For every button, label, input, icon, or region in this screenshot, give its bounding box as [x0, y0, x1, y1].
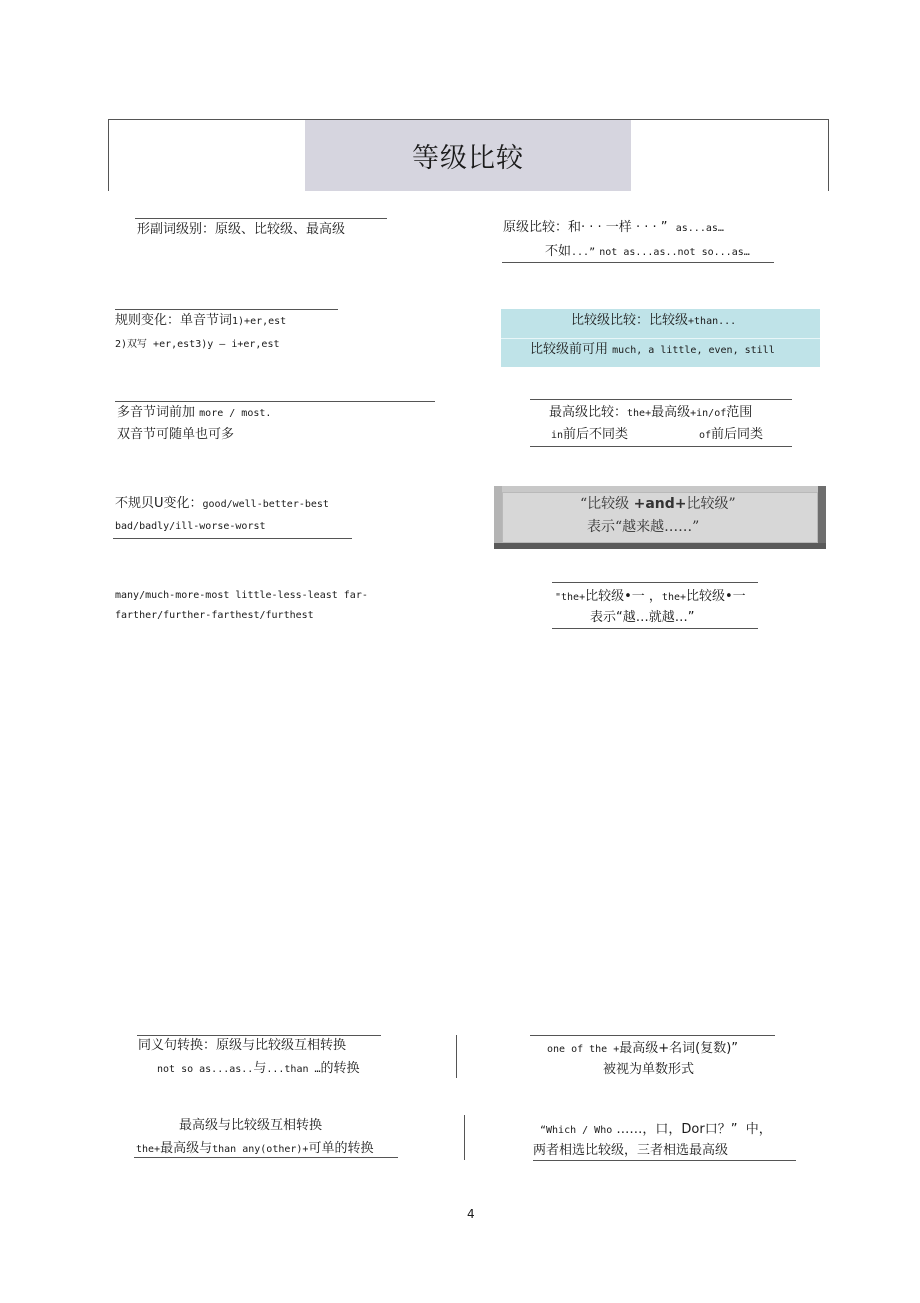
sup1-c: 最高级 [651, 405, 691, 420]
more-line-2: 表示“越来越……” [587, 519, 700, 535]
sup1-b: the+ [627, 408, 652, 419]
wh1-b: ……，口，Dor口？” [616, 1122, 738, 1137]
comp2-tail: much, a little, even, still [612, 345, 775, 356]
irregular-line-1 [115, 496, 329, 513]
pos2-text: 不如 [545, 244, 572, 259]
sc2-c: than any(other)+ [212, 1144, 309, 1155]
divider [113, 538, 352, 539]
sc2-b: 最高级与 [160, 1141, 213, 1156]
the1-c: the+ [661, 592, 687, 603]
sup1-d: +in/of [690, 408, 727, 419]
sup1-a: 最高级比较： [549, 405, 628, 420]
divider [552, 628, 758, 629]
superlative-line-2b [699, 427, 763, 444]
rule-line-2: 2)双写 +er,est3)y — i+er,est [115, 339, 280, 350]
comp1-text: 比较级比较：比较级 [571, 313, 689, 328]
pos1-mid: · · · 一样 · · · ” [581, 220, 668, 235]
sup-comp-line-1: 最高级与比较级互相转换 [179, 1118, 323, 1133]
syn2-c: ...than … [266, 1064, 321, 1075]
more1-b: +and+ [633, 496, 687, 512]
divider [135, 218, 387, 219]
rule1-text: 规则变化：单音节词 [115, 313, 233, 328]
sc2-a: the+ [136, 1144, 161, 1155]
comp2-text: 比较级前可用 [530, 342, 609, 357]
multi-line-2: 双音节可随单也可多 [117, 427, 235, 442]
one-of-line-1 [547, 1041, 738, 1058]
irregular-line-4: farther/further-farthest/furthest [115, 610, 314, 621]
divider [501, 338, 820, 339]
pos1-text: 原级比较：和 [503, 220, 582, 235]
column-divider [456, 1035, 457, 1078]
the-line-1 [555, 589, 746, 606]
column-divider [464, 1115, 465, 1160]
more1-c: 比较级” [686, 496, 736, 512]
sup1-e: 范围 [726, 405, 753, 420]
rule1-tail: 1)+er,est [232, 316, 287, 327]
more1-a: “比较级 [580, 496, 630, 512]
irregular-line-2: bad/badly/ill-worse-worst [115, 521, 266, 532]
divider [530, 446, 792, 447]
the1-d: 比较级•一 [686, 589, 746, 604]
multi1-tail: more / most. [199, 408, 272, 419]
sup2-d: 前后同类 [711, 427, 764, 442]
divider [530, 399, 792, 400]
irregular-line-3: many/much-more-most little-less-least far- [115, 590, 368, 601]
pos1-tail: as...as… [675, 223, 724, 234]
positive-line-1 [503, 220, 724, 237]
bevel-edge [494, 486, 502, 549]
sup-comp-line-2 [136, 1141, 373, 1158]
irr1-tail: good/well-better-best [202, 499, 329, 510]
rule-line-1 [115, 313, 286, 330]
one-of-line-2: 被视为单数形式 [603, 1062, 695, 1077]
divider [530, 1035, 775, 1036]
divider [137, 1035, 381, 1036]
the1-a: "the+ [555, 592, 586, 603]
syn2-d: 的转换 [320, 1061, 360, 1076]
which-line-2: 两者相选比较级，三者相选最高级 [533, 1143, 729, 1158]
positive-line-2 [545, 244, 750, 261]
divider [115, 401, 435, 402]
the1-b: 比较级•一 ， [585, 589, 662, 604]
pos2-mid: ...” [571, 247, 596, 258]
divider [502, 262, 774, 263]
levels-text: 形副词级别：原级、比较级、最高级 [137, 222, 346, 237]
comparative-line-1 [571, 313, 736, 330]
page-title: 等级比较 [305, 120, 631, 191]
superlative-line-1 [549, 405, 752, 422]
divider [552, 582, 758, 583]
bevel-edge [494, 543, 826, 549]
syn2-b: 与 [253, 1061, 267, 1076]
synonym-line-2 [157, 1061, 360, 1078]
divider [134, 1157, 398, 1158]
superlative-line-2 [551, 427, 628, 444]
page-number: 4 [467, 1207, 475, 1221]
sup2-a: in [551, 430, 564, 441]
bevel-edge [818, 486, 826, 549]
comp1-tail: +than... [688, 316, 737, 327]
divider [115, 309, 338, 310]
sup2-b: 前后不同类 [563, 427, 629, 442]
which-line-1 [540, 1122, 772, 1139]
multi-line-1 [117, 405, 271, 422]
title-right-border [828, 119, 829, 191]
wh1-a: “Which / Who [540, 1125, 613, 1136]
more-line-1 [580, 496, 736, 512]
title-left-border [108, 119, 109, 191]
wh1-c: 中， [745, 1122, 772, 1137]
divider [533, 1160, 796, 1161]
comparative-line-2 [530, 342, 775, 359]
sc2-d: 可单的转换 [308, 1141, 374, 1156]
irr1-text: 不规贝U变化： [115, 496, 203, 511]
pos2-tail: not as...as..not so...as… [599, 247, 750, 258]
synonym-line-1: 同义句转换：原级与比较级互相转换 [138, 1038, 347, 1053]
one1-a: one of the + [547, 1044, 620, 1055]
one1-b: 最高级+名词(复数)” [619, 1041, 739, 1056]
syn2-a: not so as...as.. [157, 1064, 254, 1075]
the-line-2: 表示“越…就越…” [590, 610, 695, 625]
sup2-c: of [699, 430, 712, 441]
multi1-text: 多音节词前加 [117, 405, 196, 420]
